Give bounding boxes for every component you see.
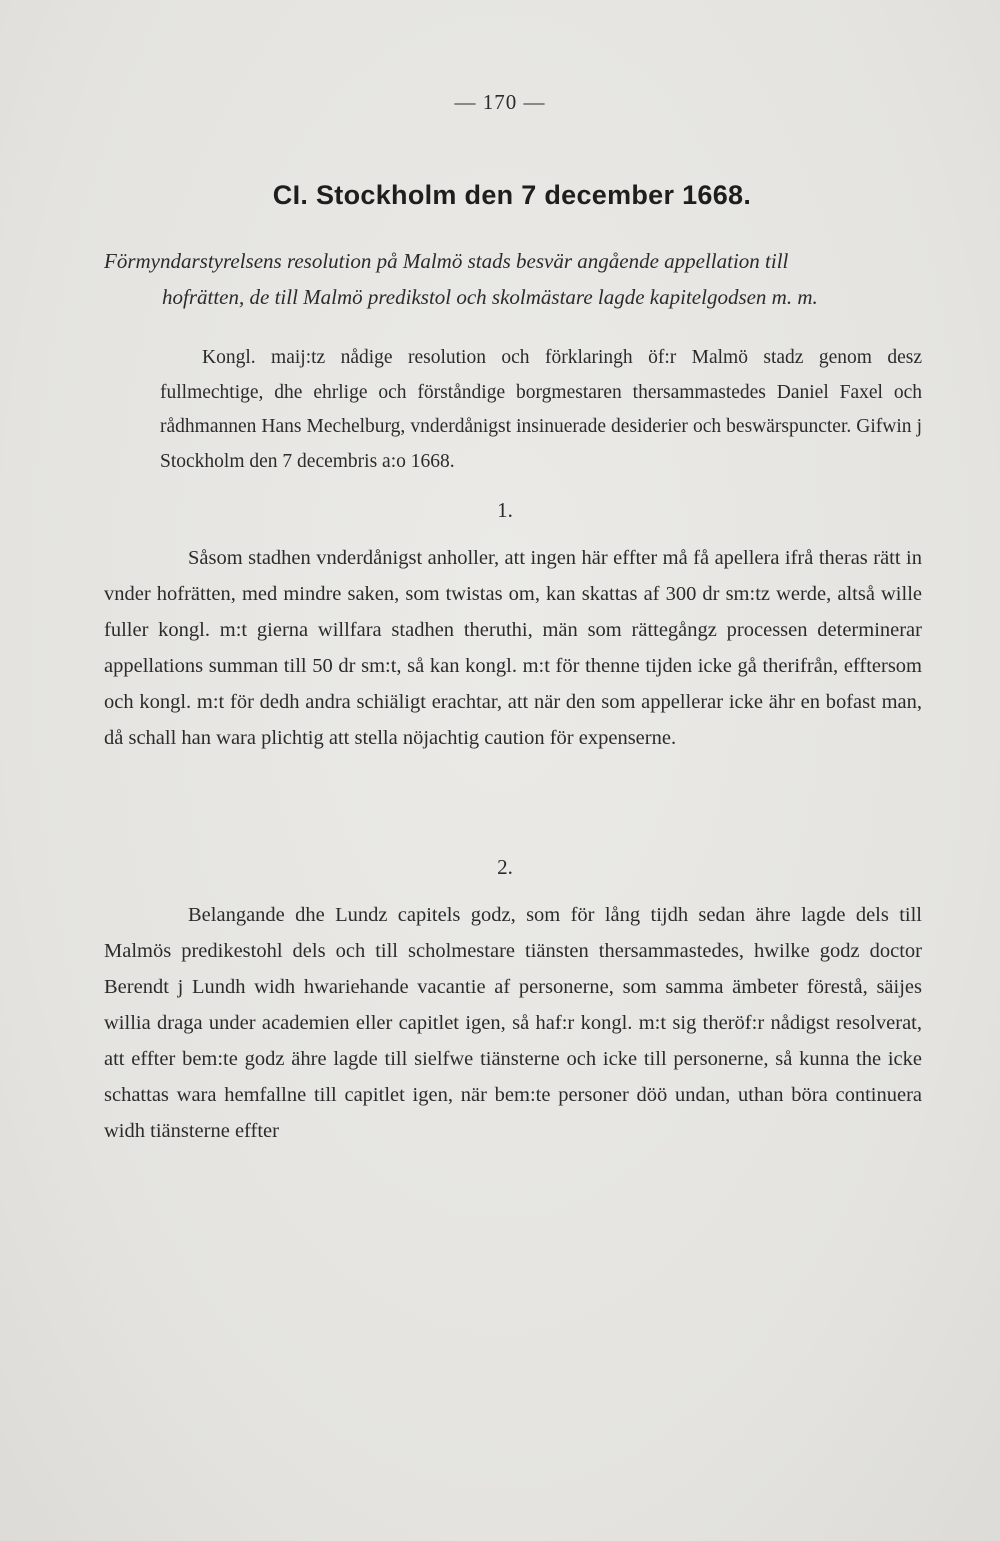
section-2-paragraph <box>104 897 922 1149</box>
section-number-2: 2. <box>497 855 513 879</box>
document-subtitle <box>104 243 922 315</box>
subtitle-line-1: Förmyndarstyrelsens resolution på Malmö stads besvär angående appellation till <box>104 249 789 273</box>
subtitle-line-2: hofrätten, de till Malmö predikstol och skolmästare lagde kapitelgodsen m. m. <box>162 285 818 309</box>
section-number-1: 1. <box>497 498 513 522</box>
section-2-text: Belangande dhe Lundz capitels godz, som för lång tijdh sedan ähre lagde dels till Malmös predikestohl dels och till scholmestare tiänsten thersammastedes, hwilke godz doctor Berendt j Lundh widh hwariehande vacantie af personerne, som samma ämbeter förestå, säijes willia draga under academien eller capitlet igen, så haf:r kongl. m:t sig theröf:r nådigst resolverat, att effter bem:te godz ähre lagde till sielfwe tiänsterne och icke till personerne, så kunna the icke schattas wara hemfallne till capitlet igen, när bem:te personer döö undan, uthan böra continuera widh tiänsterne effter <box>104 904 922 1142</box>
section-1-text: Såsom stadhen vnderdånigst anholler, att ingen här effter må få apellera ifrå theras rätt in vnder hofrätten, med mindre saken, som twistas om, kan skattas af 300 dr sm:tz werde, altså wille fuller kongl. m:t gierna willfara stadhen theruthi, män som rättegångz processen determinerar appellations summan till 50 dr sm:t, så kan kongl. m:t för thenne tijden icke gå therifrån, efftersom och kongl. m:t för dedh andra schiäligt erachtar, att när den som appellerar icke ähr en bofast man, då schall han wara plichtig att stella nöjachtig caution för expenserne. <box>104 547 922 749</box>
intro-text: Kongl. maij:tz nådige resolution och förklaringh öf:r Malmö stadz genom desz fullmechtige, dhe ehrlige och förståndige borgmestaren thersammastedes Daniel Faxel och rådhmannen Hans Mechelburg, vnderdånigst insinuerade desiderier och beswärspuncter. Gifwin j Stockholm den 7 decembris a:o 1668. <box>160 347 922 472</box>
intro-paragraph <box>160 341 922 479</box>
section-1-paragraph <box>104 540 922 756</box>
page-number: — 170 — <box>454 90 546 114</box>
document-title: CI. Stockholm den 7 december 1668. <box>272 180 752 210</box>
